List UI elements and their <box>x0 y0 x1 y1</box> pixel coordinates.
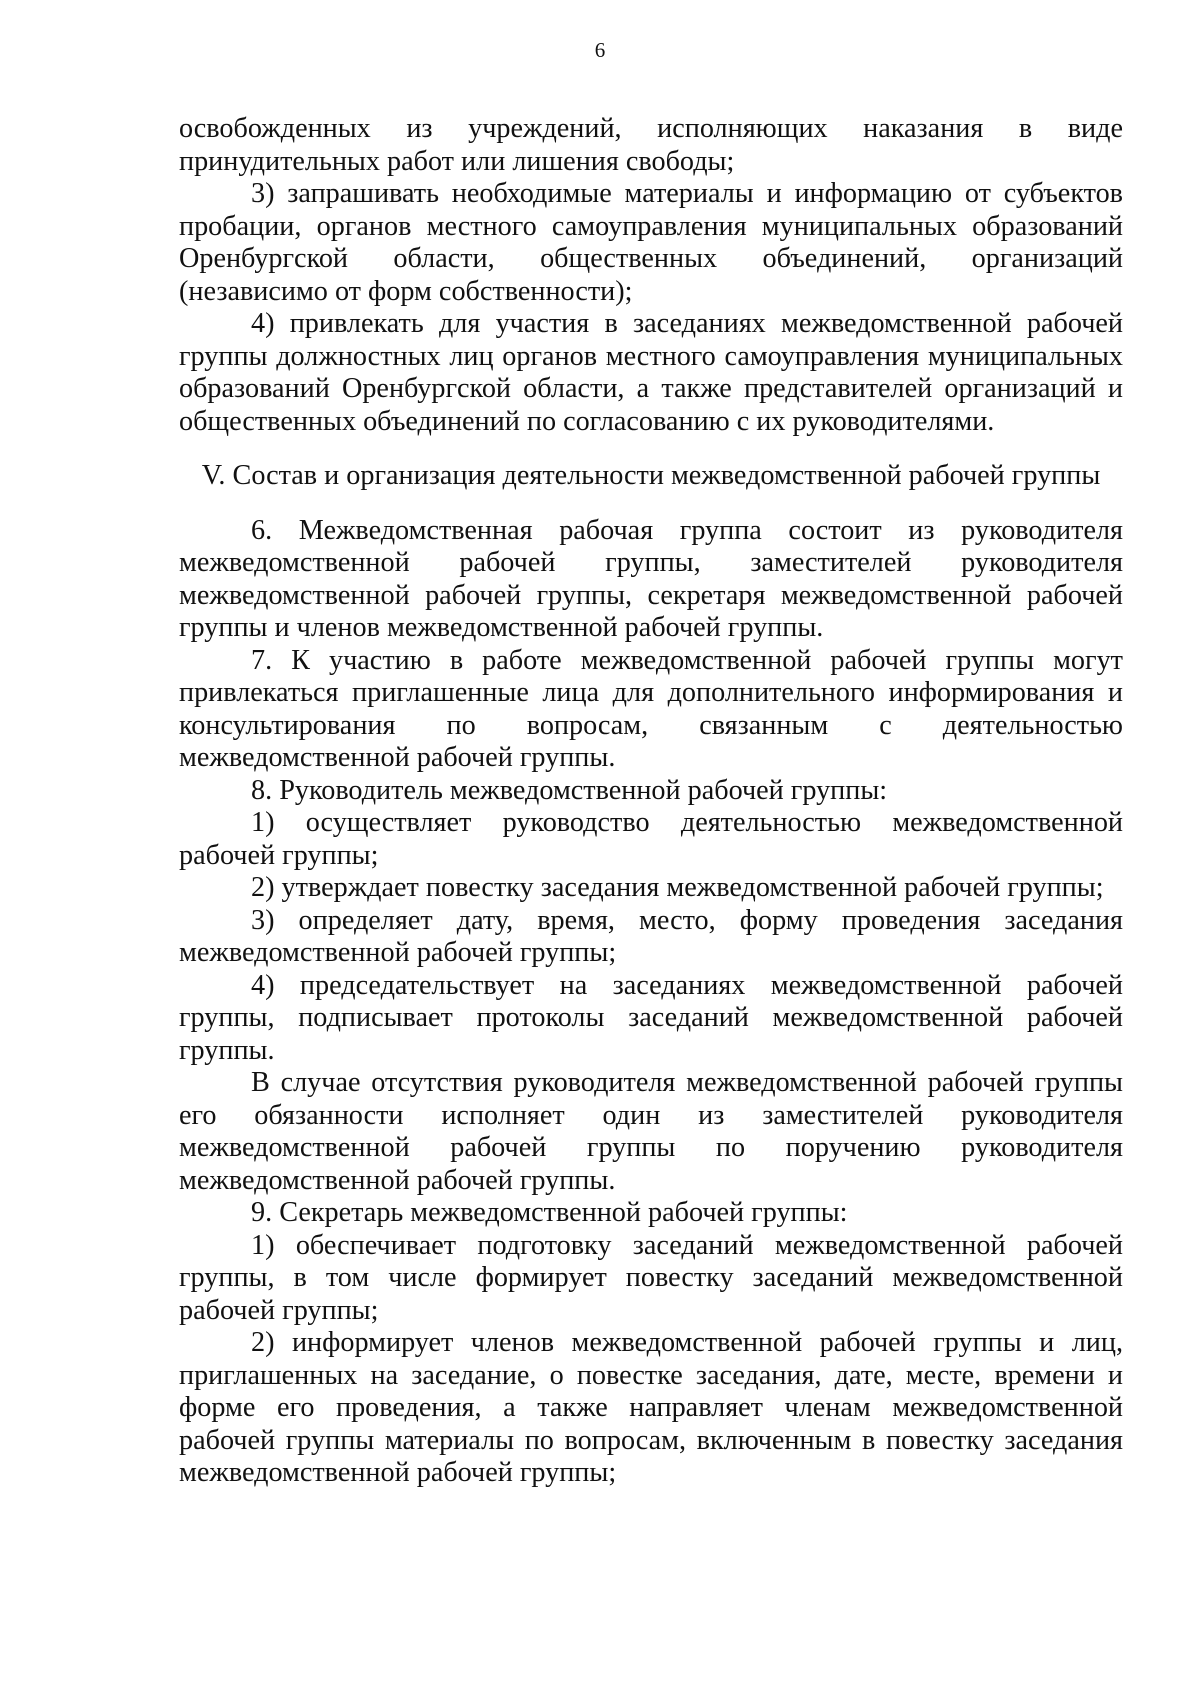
list-item-3: 3) запрашивать необходимые материалы и информацию от субъектов пробации, органов местного самоуправления муниципальных образований Оренбургской области, общественных объединений, организаций (независимо от форм собственности); <box>179 178 1123 307</box>
section-heading: V. Состав и организация деятельности межведомственной рабочей группы <box>201 460 1101 491</box>
document-body <box>179 113 1123 1490</box>
paragraph-9: 9. Секретарь межведомственной рабочей группы: <box>251 1197 848 1228</box>
page-number: 6 <box>594 38 606 62</box>
paragraph-8-item-3: 3) определяет дату, время, место, форму проведения заседания межведомственной рабочей группы; <box>179 904 1123 968</box>
paragraph-9-item-1: 1) обеспечивает подготовку заседаний межведомственной рабочей группы, в том числе формирует повестку заседаний межведомственной рабочей группы; <box>179 1229 1123 1326</box>
paragraph-8-item-2: 2) утверждает повестку заседания межведомственной рабочей группы; <box>251 872 1104 903</box>
paragraph-9-item-2: 2) информирует членов межведомственной рабочей группы и лиц, приглашенных на заседание, о повестке заседания, дате, месте, времени и форме его проведения, а также направляет членам межведомственной рабочей группы материалы по вопросам, включенным в повестку заседания межведомственной рабочей группы; <box>179 1327 1123 1488</box>
paragraph-8-substitute: В случае отсутствия руководителя межведомственной рабочей группы его обязанности исполняет один из заместителей руководителя межведомственной рабочей группы по поручению руководителя межведомственной рабочей группы. <box>179 1067 1123 1196</box>
paragraph-6: 6. Межведомственная рабочая группа состоит из руководителя межведомственной рабочей группы, заместителей руководителя межведомственной рабочей группы, секретаря межведомственной рабочей группы и членов межведомственной рабочей группы. <box>179 514 1123 643</box>
list-item-4: 4) привлекать для участия в заседаниях межведомственной рабочей группы должностных лиц органов местного самоуправления муниципальных образований Оренбургской области, а также представителей организаций и общественных объединений по согласованию с их руководителями. <box>179 308 1123 437</box>
paragraph-8-item-1: 1) осуществляет руководство деятельностью межведомственной рабочей группы; <box>179 807 1123 871</box>
paragraph-8: 8. Руководитель межведомственной рабочей группы: <box>251 774 888 806</box>
paragraph-7: 7. К участию в работе межведомственной рабочей группы могут привлекаться приглашенные лица для дополнительного информирования и консультирования по вопросам, связанным с деятельностью межведомственной рабочей группы. <box>179 644 1123 773</box>
paragraph-8-item-4: 4) председательствует на заседаниях межведомственной рабочей группы, подписывает протоколы заседаний межведомственной рабочей группы. <box>179 969 1123 1066</box>
paragraph-continuation: освобожденных из учреждений, исполняющих наказания в виде принудительных работ или лишения свободы; <box>179 113 1123 177</box>
